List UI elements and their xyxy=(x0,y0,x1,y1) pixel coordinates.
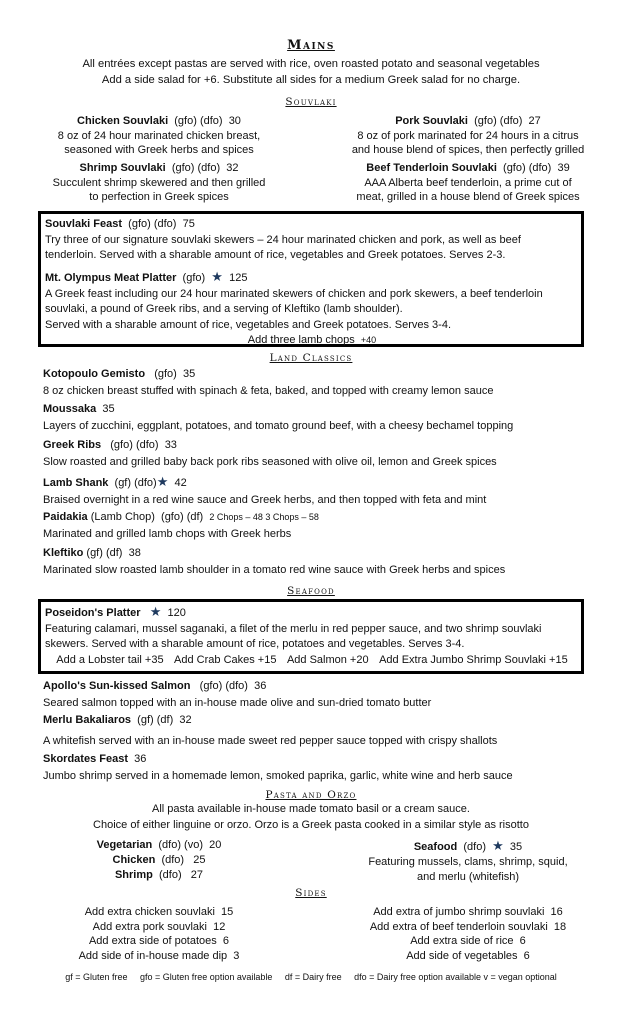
addons-row xyxy=(45,653,579,669)
text-price: 35 xyxy=(102,403,115,415)
text-tags: (gfo) (dfo) xyxy=(174,115,223,127)
text-name: Souvlaki Feast xyxy=(45,218,123,230)
text-name: Seafood xyxy=(413,841,458,853)
star-icon: ★ xyxy=(149,604,162,619)
text-price: 15 xyxy=(221,906,234,918)
text-price: 125 xyxy=(229,272,248,284)
pasta-seafood xyxy=(318,838,618,885)
text-desc1: A Greek feast including our 24 hour marinated skewers of chicken and pork skewers, a beef tenderloin xyxy=(45,287,543,300)
text-desc1: 8 oz of pork marinated for 24 hours in a citrus xyxy=(357,129,579,142)
pasta-left xyxy=(14,838,304,883)
text-price: 32 xyxy=(226,162,239,174)
text-price: 35 xyxy=(182,368,196,380)
text-desc: Seared salmon topped with an in-house made olive and sun-dried tomato butter xyxy=(43,697,432,709)
text-name: Chicken xyxy=(112,854,156,866)
text-price: 6 xyxy=(519,935,526,947)
text-tags: (gfo) (dfo) xyxy=(110,439,159,451)
text-desc2: meat, grilled in a house blend of Greek spices xyxy=(356,191,580,203)
text-desc1: Succulent shrimp skewered and then grilled xyxy=(52,176,266,189)
text-desc: Marinated and grilled lamb chops with Greek herbs xyxy=(43,528,292,540)
menu-item xyxy=(43,401,603,435)
text-desc: Jumbo shrimp served in a homemade lemon, smoked paprika, garlic, white wine and herb sauce xyxy=(43,770,513,782)
text-desc2: and merlu (whitefish) xyxy=(416,871,520,883)
land-title: Land Classics xyxy=(269,352,353,364)
sides-left xyxy=(14,905,304,963)
text-tags: (gfo) (df) xyxy=(161,511,204,523)
text-desc2: skewers. Served with a sharable amount of rice, potatoes and vegetables. Serves 3-4. xyxy=(45,638,465,650)
menu-item xyxy=(318,161,618,205)
text-desc2: souvlaki, a pound of Greek ribs, and a serving of Kleftiko (lamb shoulder). xyxy=(45,303,403,315)
text-price: 120 xyxy=(167,607,186,619)
text-name: Moussaka xyxy=(43,403,97,415)
menu-item xyxy=(14,161,304,205)
text-label: Add extra side of rice xyxy=(410,935,514,947)
poseidon-box xyxy=(38,599,584,674)
text-tags: (dfo) (vo) xyxy=(158,839,203,851)
text-tags: (gfo) xyxy=(154,368,177,380)
star-icon: ★ xyxy=(492,838,504,853)
text-price: 36 xyxy=(134,753,147,765)
text-desc: Layers of zucchini, eggplant, potatoes, and tomato ground beef, with a cheesy bechamel topping xyxy=(43,420,514,432)
text-label: Add extra of jumbo shrimp souvlaki xyxy=(373,906,545,918)
text-price: 6 xyxy=(222,935,230,947)
souvlaki-feast xyxy=(45,217,579,264)
text-tags: (gf) (df) xyxy=(137,714,174,726)
text-tags: (gfo) xyxy=(182,272,206,284)
menu-item xyxy=(14,114,304,158)
menu-item xyxy=(43,437,603,471)
feast-box xyxy=(38,211,584,347)
text-price: 27 xyxy=(190,869,204,881)
souvlaki-title: Souvlaki xyxy=(285,96,337,108)
text-price: 30 xyxy=(228,115,241,127)
text-label: Add extra of beef tenderloin souvlaki xyxy=(369,920,548,933)
text-2: Add Salmon +20 xyxy=(286,653,369,666)
text-name: Poseidon's Platter xyxy=(45,607,141,619)
text-desc1: Featuring calamari, mussel saganaki, a filet of the merlu in red pepper sauce, and two shrimp souvlaki xyxy=(45,622,542,635)
text-desc: Marinated slow roasted lamb shoulder in a tomato red wine sauce with Greek herbs and spices xyxy=(43,564,506,576)
text-name_suffix: (Lamb Chop) xyxy=(90,511,155,523)
menu-item xyxy=(43,509,603,543)
text-price: 33 xyxy=(164,439,177,451)
text-intro2: Add a side salad for +6. Substitute all sides for a medium Greek salad for no charge. xyxy=(101,74,521,86)
mains-intro xyxy=(0,56,622,88)
text-addon_price: +40 xyxy=(360,335,377,345)
text-price: 75 xyxy=(182,218,195,230)
text-price: 20 xyxy=(209,839,222,851)
text-tags: (gfo) (dfo) xyxy=(474,115,523,127)
text-price: 6 xyxy=(523,949,530,962)
text-addon: Add three lamb chops xyxy=(247,334,355,346)
text-price: 35 xyxy=(509,841,523,853)
text-name: Beef Tenderloin Souvlaki xyxy=(366,162,497,174)
text-price: 39 xyxy=(557,162,570,174)
seafood-title: Seafood xyxy=(287,585,335,597)
star-icon: ★ xyxy=(211,269,223,284)
pasta-title: Pasta and Orzo xyxy=(265,789,357,801)
text-desc: Braised overnight in a red wine sauce and Greek herbs, and then topped with feta and mint xyxy=(43,494,487,506)
menu-item xyxy=(43,473,603,509)
text-price: 38 xyxy=(128,547,141,559)
text-price: 25 xyxy=(193,854,206,866)
text-label: Add side of vegetables xyxy=(406,949,518,962)
text-tags: (gf) (df) xyxy=(86,547,123,559)
text-name: Lamb Shank xyxy=(43,477,109,489)
text-name: Kotopoulo Gemisto xyxy=(43,368,146,380)
text-desc: 8 oz chicken breast stuffed with spinach & feta, baked, and topped with creamy lemon sauce xyxy=(43,385,494,397)
text-name: Vegetarian xyxy=(96,839,153,851)
text-price: 2 Chops – 48 3 Chops – 58 xyxy=(209,512,319,522)
mt-olympus-platter xyxy=(45,269,579,349)
text-price: 32 xyxy=(179,714,192,726)
text-name: Shrimp Souvlaki xyxy=(79,162,166,174)
text-name: Mt. Olympus Meat Platter xyxy=(45,272,177,284)
text-name: Paidakia xyxy=(43,511,88,523)
sides-title: Sides xyxy=(295,887,327,899)
text-3: Add Extra Jumbo Shrimp Souvlaki +15 xyxy=(379,653,568,666)
dietary-legend: gf = Gluten free gfo = Gluten free option available df = Dairy free dfo = Dairy free option available v = vegan optional xyxy=(65,972,557,982)
text-name: Skordates Feast xyxy=(43,753,128,765)
text-1: Add Crab Cakes +15 xyxy=(174,653,277,666)
menu-item xyxy=(43,366,603,400)
text-desc1: Featuring mussels, clams, shrimp, squid, xyxy=(368,856,568,868)
text-name: Merlu Bakaliaros xyxy=(43,714,132,726)
text-name: Apollo's Sun-kissed Salmon xyxy=(43,680,191,692)
text-intro1: All entrées except pastas are served with rice, oven roasted potato and seasonal vegetables xyxy=(82,58,540,70)
text-desc2: and house blend of spices, then perfectly grilled xyxy=(351,144,585,156)
sides-right xyxy=(318,905,618,963)
text-name: Kleftiko xyxy=(43,547,84,559)
menu-item xyxy=(43,678,603,712)
text-desc: A whitefish served with an in-house made sweet red pepper sauce topped with crispy shallots xyxy=(43,735,498,747)
mains-title: Mains xyxy=(287,38,335,53)
text-intro1: All pasta available in-house made tomato basil or a cream sauce. xyxy=(152,803,470,815)
text-price: 18 xyxy=(553,920,567,933)
text-label: Add extra chicken souvlaki xyxy=(84,906,215,918)
text-name: Chicken Souvlaki xyxy=(77,115,169,127)
text-desc1: Try three of our signature souvlaki skewers – 24 hour marinated chicken and pork, as well as beef xyxy=(45,233,521,246)
text-desc: Slow roasted and grilled baby back pork ribs seasoned with olive oil, lemon and Greek spices xyxy=(43,456,497,468)
text-tags: (gfo) (dfo) xyxy=(503,162,552,174)
text-0: Add a Lobster tail +35 xyxy=(56,653,164,666)
menu-item xyxy=(318,114,618,158)
text-label: Add extra side of potatoes xyxy=(88,935,217,947)
text-name: Shrimp xyxy=(114,869,153,881)
text-tags: (dfo) xyxy=(158,869,182,881)
star-icon: ★ xyxy=(156,474,169,489)
text-label: Add side of in-house made dip xyxy=(78,949,228,962)
text-price: 16 xyxy=(550,906,563,918)
text-desc2: to perfection in Greek spices xyxy=(89,191,229,203)
text-desc1: AAA Alberta beef tenderloin, a prime cut of xyxy=(364,176,572,189)
text-price: 3 xyxy=(233,949,240,962)
text-price: 27 xyxy=(528,115,541,127)
text-tags: (gf) (dfo) xyxy=(114,477,157,489)
text-intro2: Choice of either linguine or orzo. Orzo is a Greek pasta cooked in a similar style as risotto xyxy=(93,818,529,831)
text-tags: (gfo) (dfo) xyxy=(199,680,248,692)
text-tags: (dfo) xyxy=(161,854,185,866)
menu-item xyxy=(43,751,603,785)
pasta-intro xyxy=(0,802,622,833)
text-name: Greek Ribs xyxy=(43,439,102,451)
menu-item xyxy=(43,545,603,579)
text-tags: (gfo) (dfo) xyxy=(171,162,221,174)
text-price: 42 xyxy=(174,477,187,489)
text-price: 12 xyxy=(213,920,226,933)
text-tags: (gfo) (dfo) xyxy=(128,218,177,230)
text-desc3: Served with a sharable amount of rice, vegetables and Greek potatoes. Serves 3-4. xyxy=(45,318,452,331)
poseidons-platter xyxy=(45,604,579,668)
text-desc2: seasoned with Greek herbs and spices xyxy=(64,144,254,156)
text-desc2: tenderloin. Served with a sharable amount of rice, vegetables and Greek potatoes. Serves 2-3. xyxy=(45,249,506,261)
text-label: Add extra pork souvlaki xyxy=(92,920,207,933)
text-name: Pork Souvlaki xyxy=(395,115,468,127)
text-desc1: 8 oz of 24 hour marinated chicken breast, xyxy=(57,129,261,142)
text-price: 36 xyxy=(254,680,267,692)
text-tags: (dfo) xyxy=(463,841,486,853)
menu-item xyxy=(43,712,603,750)
